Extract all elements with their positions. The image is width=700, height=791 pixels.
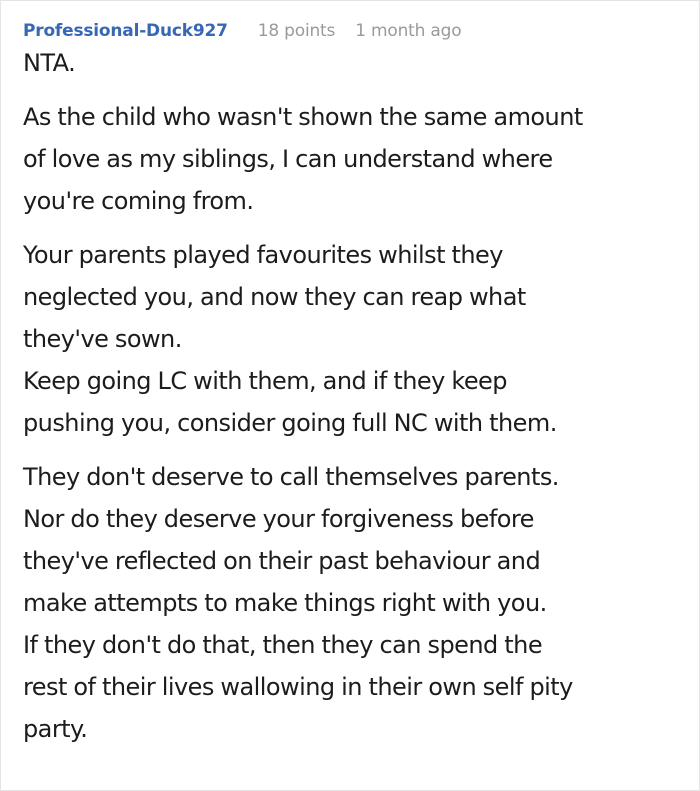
- text-line: party.: [23, 715, 88, 743]
- text-line: you're coming from.: [23, 187, 254, 215]
- text-line: Nor do they deserve your forgiveness before: [23, 505, 534, 533]
- text-line: If they don't do that, then they can spend the: [23, 631, 543, 659]
- text-line: As the child who wasn't shown the same amount: [23, 103, 583, 131]
- text-line: they've sown.: [23, 325, 182, 353]
- author-username-link[interactable]: Professional-Duck927: [23, 21, 228, 41]
- text-line: NTA.: [23, 49, 76, 77]
- comment-paragraph: [23, 96, 677, 222]
- text-line: of love as my siblings, I can understand where: [23, 145, 553, 173]
- comment-paragraph: [23, 42, 677, 84]
- text-line: rest of their lives wallowing in their own self pity: [23, 673, 573, 701]
- text-line: they've reflected on their past behaviour and: [23, 547, 541, 575]
- comment-timestamp: 1 month ago: [355, 21, 462, 41]
- text-line: They don't deserve to call themselves parents.: [23, 463, 559, 491]
- comment-body: [23, 42, 677, 750]
- text-line: make attempts to make things right with you.: [23, 589, 547, 617]
- text-line: Your parents played favourites whilst they: [23, 241, 503, 269]
- text-line: neglected you, and now they can reap what: [23, 283, 526, 311]
- text-line: pushing you, consider going full NC with them.: [23, 409, 557, 437]
- comment-paragraph: [23, 234, 677, 444]
- comment-header: [23, 18, 677, 44]
- points-count: 18 points: [257, 21, 336, 41]
- comment-paragraph: [23, 456, 677, 750]
- text-line: Keep going LC with them, and if they keep: [23, 367, 507, 395]
